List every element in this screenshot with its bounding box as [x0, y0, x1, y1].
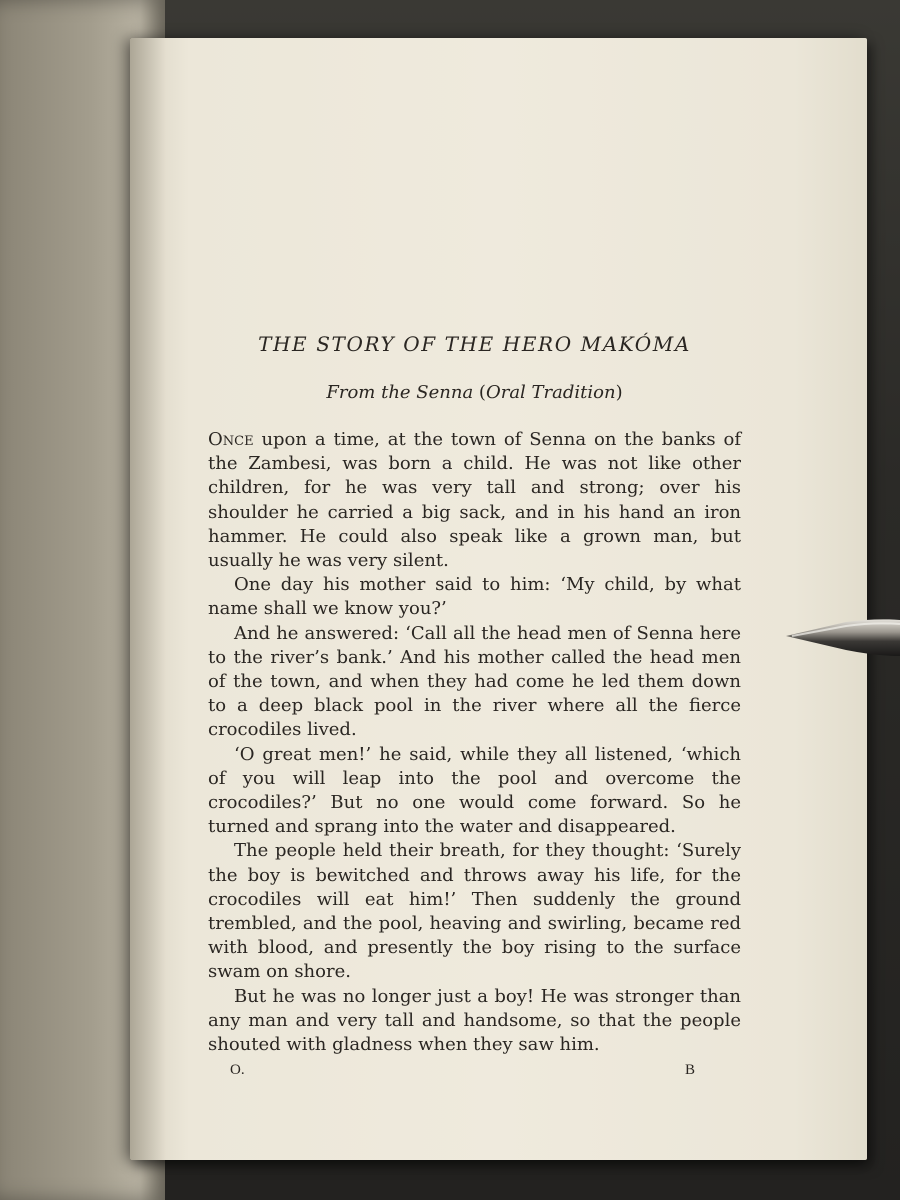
page-text-block	[208, 328, 741, 1057]
subtitle-paren-open: (	[478, 382, 486, 403]
paragraph-1-text: upon a time, at the town of Senna on the banks of the Zambesi, was born a child. He was not like other children, for he was very tall and strong; over his shoulder he carried a big sack, and in his hand an iron hammer. He could also speak like a grown man, but usually he was very silent.	[208, 429, 741, 572]
paragraph-3: And he answered: ‘Call all the head men of Senna here to the river’s bank.’ And his mother called the head men of the town, and when they had come he led them down to a deep black pool in the river where all the fierce crocodiles lived.	[208, 622, 741, 741]
paragraph-4: ‘O great men!’ he said, while they all listened, ‘which of you will leap into the pool and overcome the crocodiles?’ But no one would come forward. So he turned and sprang into the water and disappeared.	[208, 743, 741, 838]
page-gutter-shadow	[130, 38, 166, 1160]
opening-word: Once	[208, 429, 254, 450]
subtitle-paren-close: )	[615, 382, 623, 403]
paragraph-1	[208, 428, 741, 573]
book-page	[130, 38, 867, 1160]
pen-nib-icon	[786, 616, 900, 660]
paragraph-5: The people held their breath, for they thought: ‘Surely the boy is bewitched and throws away his life, for the crocodiles will eat him!’ Then suddenly the ground trembled, and the pool, heaving and swirling, became red with blood, and presently the boy rising to the surface swam on shore.	[208, 840, 741, 983]
paragraph-6: But he was no longer just a boy! He was stronger than any man and very tall and handsome, so that the people shouted with gladness when they saw him.	[208, 985, 741, 1056]
signature-mark-right: B	[685, 1062, 696, 1078]
story-title: THE STORY OF THE HERO MAKÓMA	[258, 332, 691, 356]
story-subtitle	[208, 380, 741, 406]
paragraph-2: One day his mother said to him: ‘My child, by what name shall we know you?’	[208, 574, 741, 620]
subtitle-source: From the Senna	[326, 382, 479, 403]
subtitle-tradition: Oral Tradition	[485, 382, 616, 403]
signature-mark-left: O.	[230, 1062, 245, 1078]
